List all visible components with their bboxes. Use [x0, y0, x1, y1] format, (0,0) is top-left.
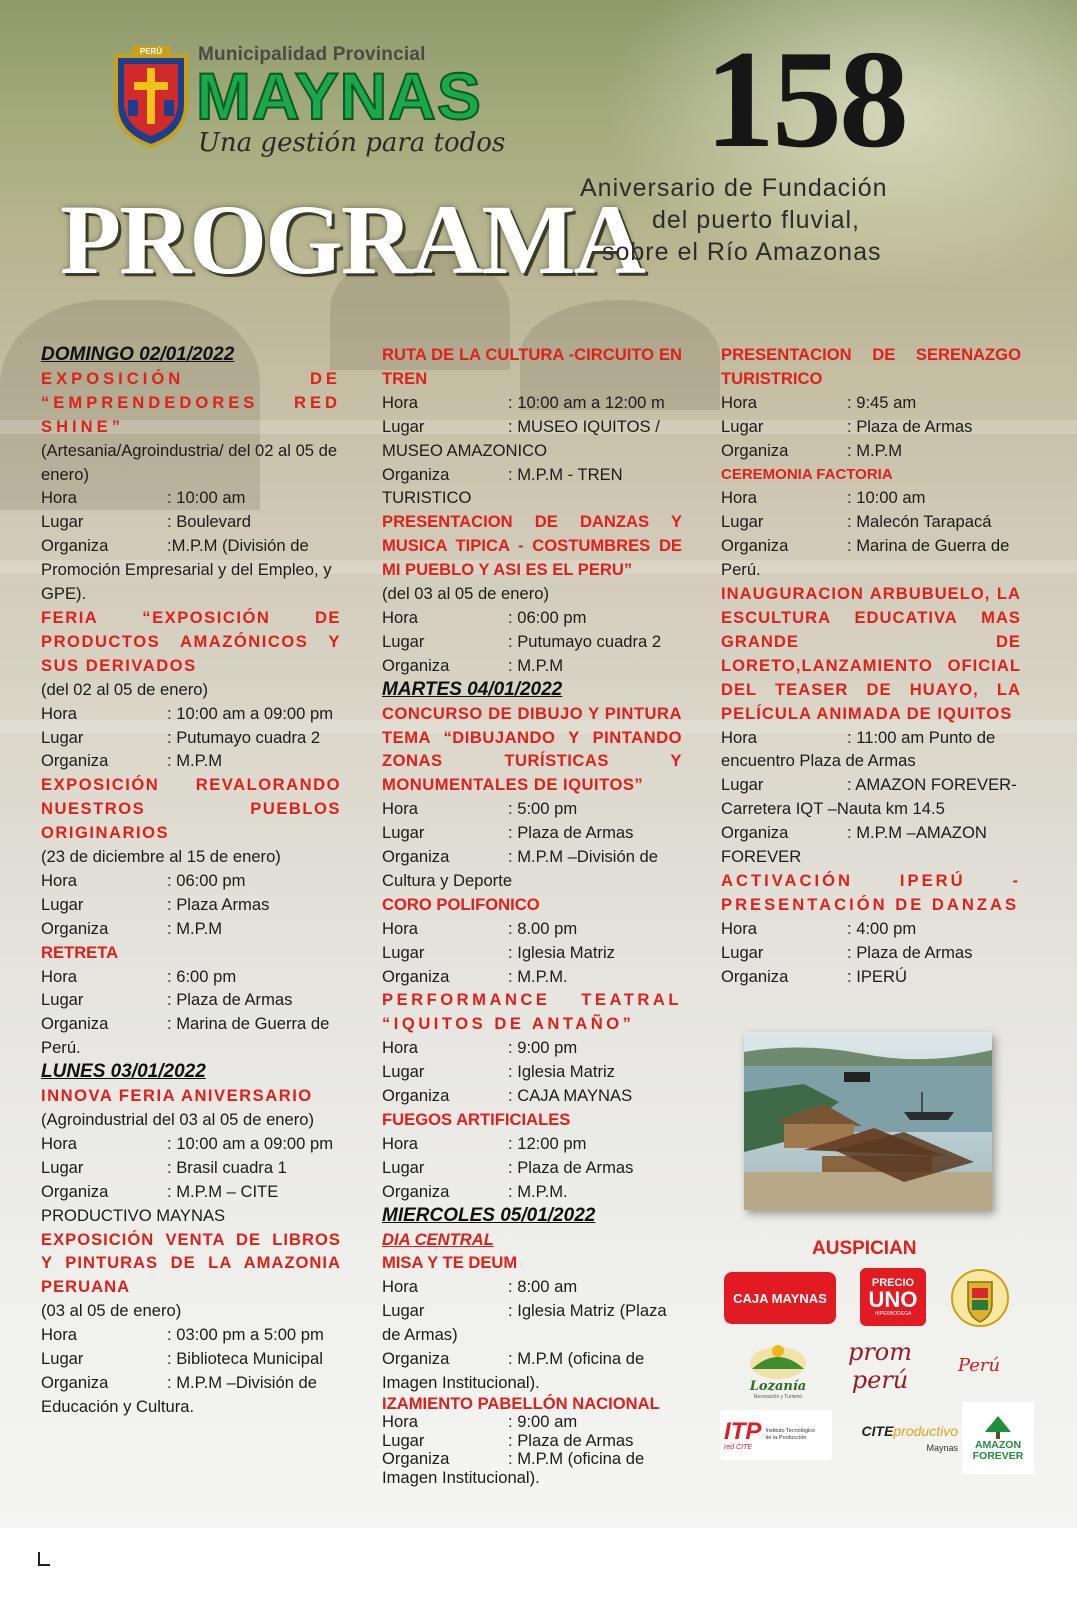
- itp-logo-text: ITP: [724, 1417, 762, 1445]
- event-hora: : 10:00 am a 09:00 pm: [167, 1133, 334, 1153]
- day-heading: MARTES 04/01/2022: [382, 678, 563, 700]
- label-lugar: Lugar: [41, 727, 84, 747]
- event-lugar: : AMAZON FOREVER- Carretera IQT –Nauta km 14.5: [721, 775, 1017, 819]
- label-organiza: Organiza: [41, 536, 109, 556]
- event-organiza: : IPERÚ: [847, 966, 907, 986]
- river-painting-image: [744, 1032, 992, 1210]
- event-hora: : 12:00 pm: [508, 1133, 587, 1153]
- label-hora: Hora: [382, 1038, 418, 1058]
- event-title: EXPOSICIÓN REVALORANDO NUESTROS PUEBLOS ORIGINARIOS: [41, 775, 341, 843]
- corner-mark: [38, 1552, 50, 1566]
- anniversary-number: 158: [705, 22, 906, 177]
- label-hora: Hora: [382, 1133, 418, 1153]
- sponsor-shield-icon: [950, 1266, 1010, 1330]
- label-hora: Hora: [41, 1325, 77, 1345]
- anniversary-line: Aniversario de Fundación: [580, 174, 888, 202]
- event-organiza: :M.P.M (División de Promoción Empresarial y del Empleo, y GPE).: [41, 536, 332, 604]
- event-title: RETRETA: [41, 942, 119, 962]
- label-organiza: Organiza: [382, 655, 450, 675]
- label-organiza: Organiza: [41, 918, 109, 938]
- event-organiza: : M.P.M –División de Cultura y Deporte: [382, 847, 659, 890]
- label-organiza: Organiza: [721, 966, 789, 986]
- label-hora: Hora: [382, 799, 418, 819]
- anniversary-line: sobre el Río Amazonas: [602, 238, 882, 266]
- label-hora: Hora: [41, 870, 77, 890]
- event-lugar: : Plaza de Armas: [847, 416, 973, 436]
- event-lugar: : Plaza de Armas: [508, 823, 634, 843]
- event-lugar: : Plaza de Armas: [508, 1430, 634, 1450]
- label-hora: Hora: [41, 1133, 77, 1153]
- event-desc: (del 02 al 05 de enero): [41, 679, 208, 699]
- event-lugar: : Iglesia Matriz: [508, 1062, 615, 1082]
- event-title: INNOVA FERIA ANIVERSARIO: [41, 1086, 313, 1106]
- event-organiza: : M.P.M – CITE PRODUCTIVO MAYNAS: [41, 1181, 279, 1225]
- label-organiza: Organiza: [382, 847, 450, 867]
- program-title: PROGRAMA: [60, 184, 644, 295]
- tree-icon: [981, 1414, 1015, 1440]
- event-hora: : 8.00 pm: [508, 918, 578, 938]
- event-hora: : 03:00 pm a 5:00 pm: [167, 1325, 324, 1345]
- label-organiza: Organiza: [41, 1014, 109, 1034]
- sponsors-title: AUSPICIAN: [812, 1238, 917, 1259]
- label-hora: Hora: [721, 392, 757, 412]
- cite-logo-text: [862, 1423, 958, 1439]
- sponsor-logo-itp: [720, 1410, 832, 1460]
- event-lugar: : Brasil cuadra 1: [167, 1157, 287, 1177]
- event-title: PRESENTACION DE SERENAZGO TURISTRICO: [721, 345, 1021, 388]
- program-column-3: [721, 343, 1021, 988]
- event-title: CONCURSO DE DIBUJO Y PINTURA TEMA “DIBUJANDO Y PINTANDO ZONAS TURÍSTICAS Y MONUMENTALES DE IQUITOS”: [382, 703, 682, 795]
- event-hora: : 11:00 am Punto de encuentro Plaza de Armas: [721, 727, 996, 771]
- precio-uno-sub: HIPERBODEGA: [874, 1311, 912, 1317]
- label-lugar: Lugar: [41, 1157, 84, 1177]
- event-organiza: : Marina de Guerra de Perú.: [721, 536, 1010, 580]
- event-desc: (23 de diciembre al 15 de enero): [41, 847, 281, 867]
- lozania-emblem-icon: [748, 1339, 808, 1379]
- event-hora: : 10:00 am: [167, 488, 246, 508]
- label-hora: Hora: [721, 727, 757, 747]
- label-hora: Hora: [41, 966, 77, 986]
- program-column-1: [41, 343, 341, 1419]
- event-hora: : 9:00 pm: [508, 1038, 578, 1058]
- cite-place-text: Maynas: [926, 1443, 958, 1453]
- sponsor-logo-lozania: [740, 1334, 816, 1404]
- label-hora: Hora: [721, 918, 757, 938]
- marca-peru-logo-text: Perú: [957, 1354, 1001, 1376]
- event-title: INAUGURACION ARBUBUELO, LA ESCULTURA EDUCATIVA MAS GRANDE DE LORETO,LANZAMIENTO OFICIAL DEL TEASER DE HUAYO, LA PELÍCULA ANIMADA DE IQUITOS: [721, 584, 1021, 723]
- label-lugar: Lugar: [41, 894, 84, 914]
- lozania-logo-sub: Recreación y Turismo: [753, 1393, 803, 1400]
- event-organiza: : M.P.M - TREN TURISTICO: [382, 464, 623, 508]
- anniversary-line: del puerto fluvial,: [652, 206, 861, 234]
- label-lugar: Lugar: [721, 512, 764, 532]
- event-lugar: : Malecón Tarapacá: [847, 512, 992, 532]
- event-hora: : 10:00 am: [847, 488, 926, 508]
- event-title: IZAMIENTO PABELLÓN NACIONAL: [382, 1393, 660, 1413]
- label-lugar: Lugar: [721, 416, 764, 436]
- amazon-forever-text-1: AMAZON: [974, 1439, 1022, 1451]
- label-lugar: Lugar: [382, 631, 425, 651]
- label-lugar: Lugar: [382, 1062, 425, 1082]
- event-lugar: : Plaza Armas: [167, 894, 270, 914]
- event-organiza: : M.P.M –División de Educación y Cultura.: [41, 1372, 318, 1416]
- label-lugar: Lugar: [41, 990, 84, 1010]
- tagline: Una gestión para todos: [198, 128, 506, 158]
- municipality-label: Municipalidad Provincial: [198, 44, 426, 65]
- label-organiza: Organiza: [41, 1181, 109, 1201]
- event-organiza: : M.P.M: [167, 918, 223, 938]
- crest-label: PERÚ: [139, 47, 163, 56]
- event-organiza: : CAJA MAYNAS: [508, 1086, 633, 1106]
- event-lugar: : Plaza de Armas: [847, 942, 973, 962]
- event-organiza: : Marina de Guerra de Perú.: [41, 1014, 330, 1058]
- label-hora: Hora: [41, 488, 77, 508]
- event-title: PRESENTACION DE DANZAS Y MUSICA TIPICA - COSTUMBRES DE MI PUEBLO Y ASI ES EL PERU”: [382, 512, 682, 580]
- amazon-forever-text-2: FOREVER: [972, 1450, 1024, 1462]
- event-hora: : 10:00 am a 12:00 m: [508, 392, 665, 412]
- cite-logo-a: CITE: [861, 1423, 894, 1439]
- event-title: CORO POLIFONICO: [382, 894, 540, 914]
- sponsor-logo-amazon-forever: [962, 1402, 1034, 1474]
- label-hora: Hora: [382, 392, 418, 412]
- event-title: EXPOSICIÓN VENTA DE LIBROS Y PINTURAS DE LA AMAZONIA PERUANA: [41, 1229, 341, 1297]
- label-lugar: Lugar: [382, 416, 425, 436]
- event-lugar: : Putumayo cuadra 2: [167, 727, 321, 747]
- label-organiza: Organiza: [721, 536, 789, 556]
- day-heading: DOMINGO 02/01/2022: [41, 344, 235, 365]
- promperu-logo-text: prom perú: [847, 1338, 913, 1394]
- event-organiza: : M.P.M (oficina de Imagen Institucional).: [382, 1349, 645, 1392]
- event-title: MISA Y TE DEUM: [382, 1253, 518, 1273]
- event-hora: : 6:00 pm: [167, 966, 237, 986]
- label-hora: Hora: [382, 918, 418, 938]
- event-desc: (Artesania/Agroindustria/ del 02 al 05 de enero): [41, 440, 338, 484]
- sponsor-logo-cite: [832, 1418, 958, 1458]
- label-lugar: Lugar: [721, 775, 764, 795]
- cite-logo-b: productivo: [893, 1423, 958, 1439]
- label-organiza: Organiza: [41, 1372, 109, 1392]
- event-title: FUEGOS ARTIFICIALES: [382, 1110, 571, 1129]
- day-heading: MIERCOLES 05/01/2022: [382, 1204, 596, 1226]
- program-column-2: [382, 343, 682, 1487]
- event-lugar: : Boulevard: [167, 512, 251, 532]
- precio-uno-top: PRECIO: [871, 1277, 915, 1289]
- label-lugar: Lugar: [382, 1301, 425, 1321]
- lozania-logo-text: Lozanía: [749, 1378, 807, 1394]
- event-hora: : 9:45 am: [847, 392, 917, 412]
- event-organiza: : M.P.M: [847, 440, 903, 460]
- municipal-crest-icon: [110, 42, 192, 150]
- event-title: PERFORMANCE TEATRAL “IQUITOS DE ANTAÑO”: [382, 990, 682, 1034]
- event-desc: (Agroindustrial del 03 al 05 de enero): [41, 1110, 315, 1129]
- day-subheading: DIA CENTRAL: [382, 1229, 494, 1249]
- event-title: EXPOSICIÓN DE “EMPRENDEDORES RED SHINE”: [41, 368, 341, 436]
- event-hora: : 10:00 am a 09:00 pm: [167, 703, 334, 723]
- label-hora: Hora: [721, 488, 757, 508]
- label-hora: Hora: [41, 703, 77, 723]
- caja-maynas-logo-text: CAJA MAYNAS: [733, 1290, 827, 1306]
- event-lugar: : MUSEO IQUITOS / MUSEO AMAZONICO: [382, 416, 660, 460]
- label-organiza: Organiza: [382, 1449, 450, 1469]
- label-organiza: Organiza: [382, 464, 450, 484]
- event-lugar: : Plaza de Armas: [508, 1157, 634, 1177]
- event-lugar: : Iglesia Matriz (Plaza de Armas): [382, 1301, 667, 1345]
- label-lugar: Lugar: [382, 823, 425, 843]
- label-organiza: Organiza: [382, 1181, 450, 1201]
- day-heading: LUNES 03/01/2022: [41, 1061, 206, 1083]
- event-organiza: : M.P.M.: [508, 1181, 568, 1201]
- label-organiza: Organiza: [382, 966, 450, 986]
- event-hora: : 8:00 am: [508, 1277, 578, 1297]
- event-hora: : 9:00 am: [508, 1412, 578, 1432]
- event-hora: : 5:00 pm: [508, 799, 578, 819]
- label-lugar: Lugar: [382, 1157, 425, 1177]
- event-lugar: : Biblioteca Municipal: [167, 1349, 323, 1369]
- event-hora: : 4:00 pm: [847, 918, 917, 938]
- event-title: RUTA DE LA CULTURA -CIRCUITO EN TREN: [382, 345, 682, 388]
- brand-name: MAYNAS: [196, 59, 482, 133]
- label-lugar: Lugar: [41, 512, 84, 532]
- event-organiza: : M.P.M.: [508, 966, 568, 986]
- event-organiza: : M.P.M (oficina de Imagen Institucional).: [382, 1449, 645, 1487]
- itp-mark: [724, 1417, 762, 1451]
- label-organiza: Organiza: [41, 751, 109, 771]
- label-organiza: Organiza: [382, 1349, 450, 1369]
- label-hora: Hora: [382, 1412, 418, 1432]
- itp-desc-text: Instituto Tecnológico de la Producción: [765, 1428, 816, 1441]
- label-organiza: Organiza: [721, 823, 789, 843]
- event-lugar: : Iglesia Matriz: [508, 942, 615, 962]
- itp-red-text: red CITE: [724, 1443, 753, 1451]
- label-organiza: Organiza: [721, 440, 789, 460]
- label-organiza: Organiza: [382, 1086, 450, 1106]
- label-lugar: Lugar: [41, 1349, 84, 1369]
- label-lugar: Lugar: [382, 942, 425, 962]
- sponsor-logo-marca-peru: [944, 1345, 1014, 1385]
- sponsor-logo-precio-uno: [860, 1268, 926, 1326]
- event-title: ACTIVACIÓN IPERÚ - PRESENTACIÓN DE DANZAS: [721, 870, 1021, 914]
- sponsor-logo-promperu: [830, 1338, 930, 1394]
- label-hora: Hora: [382, 1277, 418, 1297]
- event-title: CEREMONIA FACTORIA: [721, 465, 893, 483]
- event-organiza: : M.P.M: [508, 655, 564, 675]
- precio-uno-main: UNO: [868, 1287, 918, 1312]
- sponsor-logo-caja-maynas: [724, 1272, 836, 1324]
- event-hora: : 06:00 pm: [167, 870, 246, 890]
- event-organiza: : M.P.M –AMAZON FOREVER: [721, 823, 987, 867]
- label-hora: Hora: [382, 607, 418, 627]
- event-organiza: : M.P.M: [167, 751, 223, 771]
- event-lugar: : Plaza de Armas: [167, 990, 293, 1010]
- event-title: FERIA “EXPOSICIÓN DE PRODUCTOS AMAZÓNICOS Y SUS DERIVADOS: [41, 607, 341, 675]
- label-lugar: Lugar: [382, 1430, 425, 1450]
- label-lugar: Lugar: [721, 942, 764, 962]
- event-desc: (03 al 05 de enero): [41, 1301, 182, 1321]
- event-desc: (del 03 al 05 de enero): [382, 584, 549, 604]
- event-lugar: : Putumayo cuadra 2: [508, 631, 662, 651]
- event-hora: : 06:00 pm: [508, 607, 587, 627]
